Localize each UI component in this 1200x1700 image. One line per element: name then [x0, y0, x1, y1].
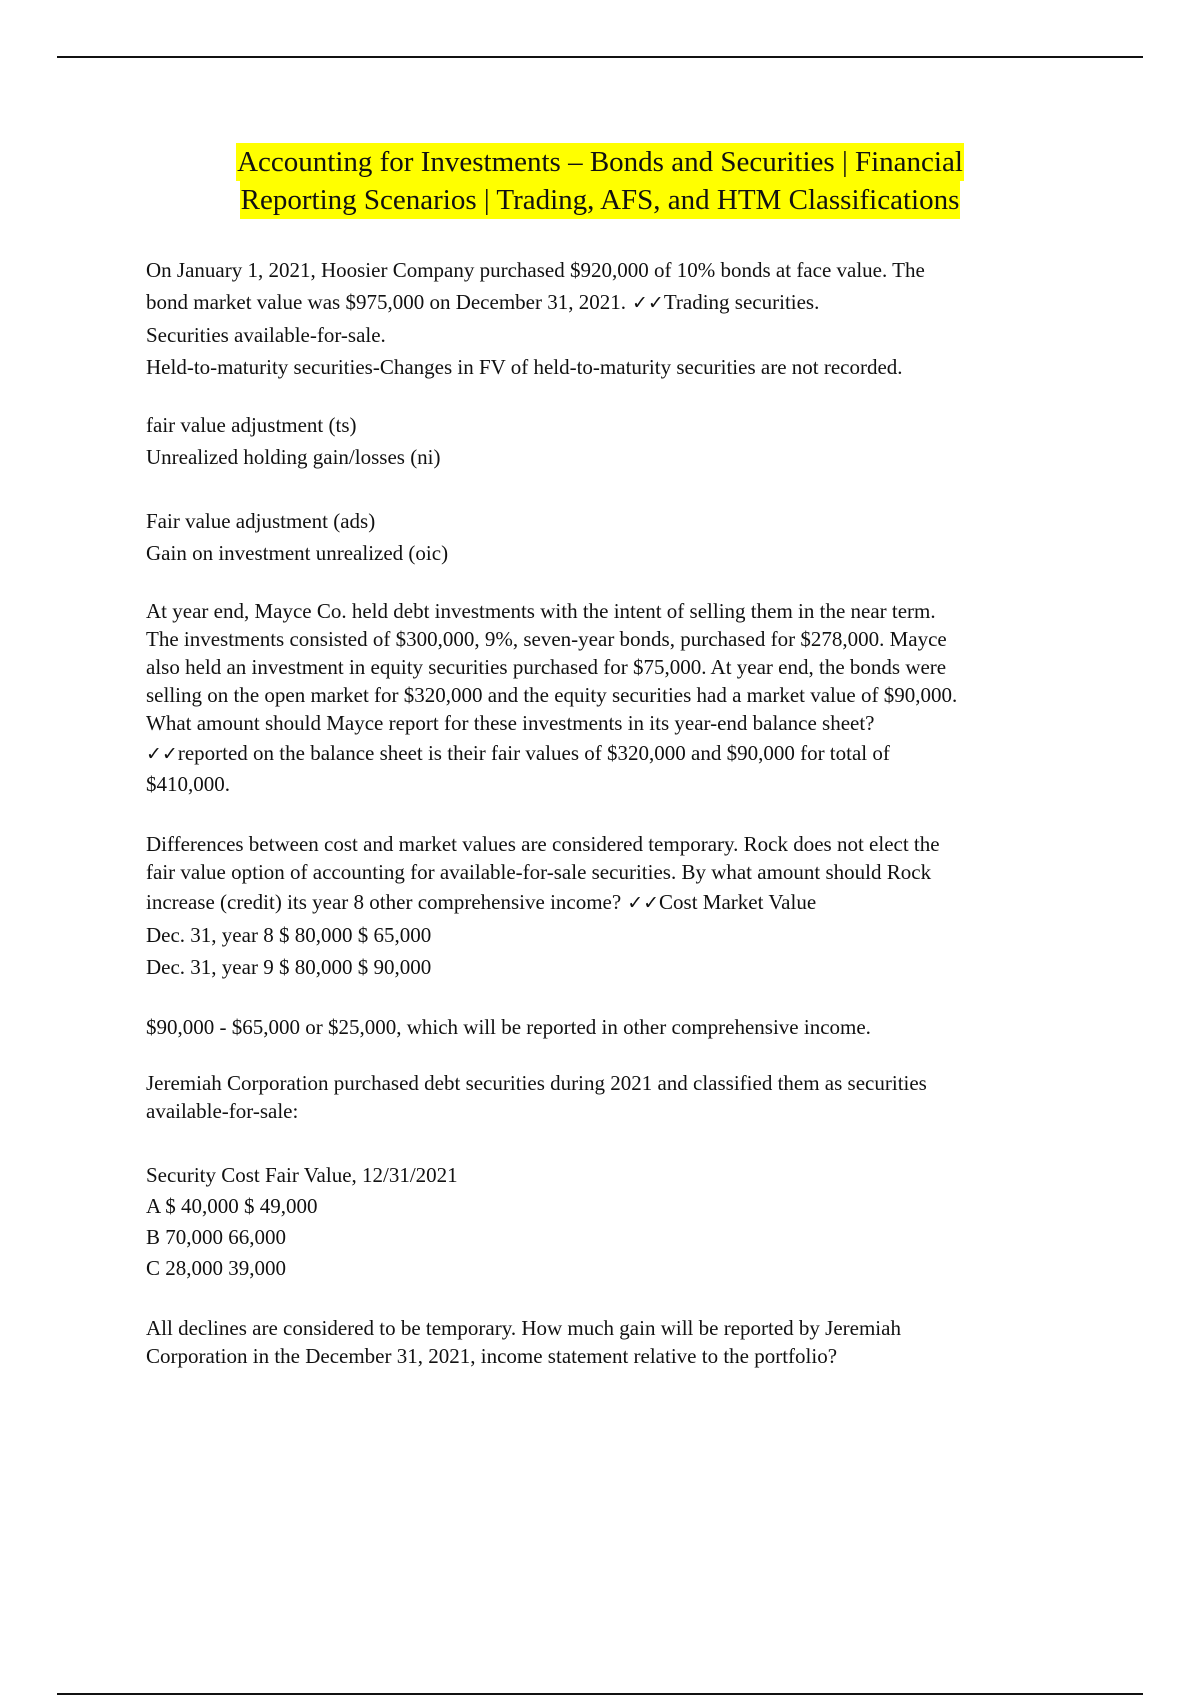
question-hoosier	[146, 254, 1086, 383]
q2-line-4: selling on the open market for $320,000 and the equity securities had a market value of $90,000.	[146, 683, 958, 707]
q3-result-line: $90,000 - $65,000 or $25,000, which will be reported in other comprehensive income.	[146, 1015, 871, 1039]
ads-line-2: Gain on investment unrealized (oic)	[146, 541, 449, 565]
q4-question-line-2: Corporation in the December 31, 2021, income statement relative to the portfolio?	[146, 1344, 838, 1368]
document-body	[146, 254, 1086, 1370]
ts-line-1: fair value adjustment (ts)	[146, 413, 357, 437]
table-row: B 70,000 66,000	[146, 1225, 287, 1249]
q3-line-2: fair value option of accounting for available-for-sale securities. By what amount should Rock	[146, 860, 932, 884]
q4-line-2: available-for-sale:	[146, 1099, 299, 1123]
q2-line-2: The investments consisted of $300,000, 9%, seven-year bonds, purchased for $278,000. Mayce	[146, 627, 947, 651]
question-jeremiah	[146, 1069, 1086, 1125]
ads-adjustment-block	[146, 505, 1086, 569]
document-title	[0, 143, 1200, 219]
title-line-1: Accounting for Investments – Bonds and Securities | Financial	[236, 143, 964, 181]
q2-answer-line-1: ✓✓reported on the balance sheet is their fair values of $320,000 and $90,000 for total of	[146, 741, 890, 765]
bottom-rule	[57, 1693, 1143, 1695]
table-header: Security Cost Fair Value, 12/31/2021	[146, 1163, 458, 1187]
q1-line-4: Held-to-maturity securities-Changes in FV of held-to-maturity securities are not recorded.	[146, 355, 903, 379]
rock-result	[146, 1011, 1086, 1043]
top-rule	[57, 56, 1143, 58]
check-mark-icon: ✓✓	[146, 743, 178, 765]
table-row: C 28,000 39,000	[146, 1256, 287, 1280]
q2-line-5: What amount should Mayce report for these investments in its year-end balance sheet?	[146, 711, 875, 735]
jeremiah-question	[146, 1314, 1086, 1370]
question-rock	[146, 830, 1086, 983]
q4-line-1: Jeremiah Corporation purchased debt securities during 2021 and classified them as securities	[146, 1071, 927, 1095]
q2-line-1: At year end, Mayce Co. held debt investments with the intent of selling them in the near term.	[146, 599, 936, 623]
jeremiah-securities-table	[146, 1159, 1086, 1284]
question-mayce	[146, 597, 1086, 798]
q3-line-3: increase (credit) its year 8 other comprehensive income? ✓✓Cost Market Value	[146, 890, 817, 914]
check-mark-icon: ✓✓	[631, 292, 664, 314]
ads-line-1: Fair value adjustment (ads)	[146, 509, 376, 533]
q3-line-4: Dec. 31, year 8 $ 80,000 $ 65,000	[146, 923, 432, 947]
title-line-2: Reporting Scenarios | Trading, AFS, and HTM Classifications	[240, 181, 961, 219]
q2-line-3: also held an investment in equity securities purchased for $75,000. At year end, the bonds were	[146, 655, 947, 679]
q3-line-5: Dec. 31, year 9 $ 80,000 $ 90,000	[146, 955, 432, 979]
ts-adjustment-block	[146, 409, 1086, 473]
ts-line-2: Unrealized holding gain/losses (ni)	[146, 445, 441, 469]
q1-answer: Trading securities.	[663, 290, 820, 314]
q3-answer: Cost Market Value	[659, 890, 817, 914]
q2-answer-line-2: $410,000.	[146, 772, 230, 796]
q4-question-line-1: All declines are considered to be temporary. How much gain will be reported by Jeremiah	[146, 1316, 901, 1340]
table-row: A $ 40,000 $ 49,000	[146, 1194, 318, 1218]
q1-line-1: On January 1, 2021, Hoosier Company purchased $920,000 of 10% bonds at face value. The	[146, 258, 925, 282]
q1-line-2: bond market value was $975,000 on December 31, 2021. ✓✓Trading securities.	[146, 290, 820, 314]
check-mark-icon: ✓✓	[627, 892, 660, 914]
q3-line-1: Differences between cost and market values are considered temporary. Rock does not elect the	[146, 832, 940, 856]
q1-line-3: Securities available-for-sale.	[146, 323, 386, 347]
